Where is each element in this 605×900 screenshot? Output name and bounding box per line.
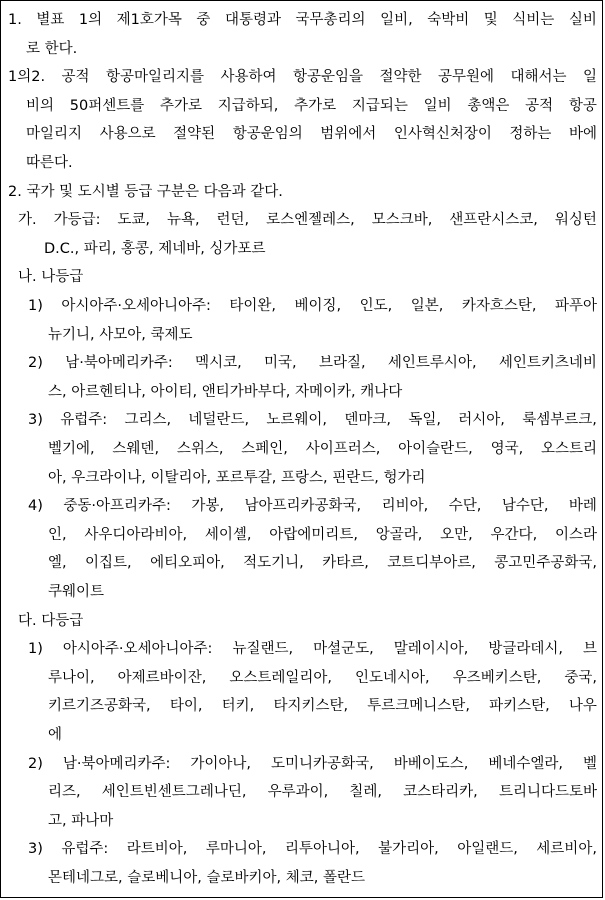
word: 가봉, (191, 498, 224, 515)
word: 별표 (36, 12, 65, 28)
word: 남수단, (501, 498, 549, 515)
word: 러시아, (458, 412, 505, 429)
word: 도미니카공화국, (271, 755, 374, 772)
word: 우즈베키스탄, (452, 669, 542, 686)
word: 유럽주: (61, 841, 109, 858)
word: 적도기니, (243, 555, 304, 572)
word: 지급하되, (217, 97, 279, 114)
word: 리투아니아, (284, 841, 360, 858)
word: 1) (28, 298, 43, 314)
word: 에 (48, 727, 63, 743)
word: 공적 (61, 69, 90, 86)
word: 터키, (221, 698, 255, 715)
text-line (48, 435, 597, 463)
word: 세르비아, (536, 841, 597, 858)
word: 절약한 (379, 69, 422, 86)
text-line (8, 63, 597, 91)
word: 브 (582, 641, 597, 658)
word: 멕시코, (195, 355, 242, 372)
word: 오스트리 (540, 441, 597, 457)
word: 추가로 (294, 97, 337, 114)
text-line (48, 378, 402, 406)
word: 마일리지 (26, 126, 83, 143)
word: 2) (28, 355, 43, 372)
word: 뉴질랜드, (232, 641, 294, 658)
word: 바베이도스, (393, 755, 469, 772)
word: 남아프리카공화국, (244, 498, 362, 515)
text-line (48, 521, 597, 549)
text-line (48, 778, 597, 806)
word: 리즈, (48, 784, 81, 801)
word: 벨 (582, 755, 597, 772)
word: 일본, (410, 298, 444, 314)
word: 중국, (564, 669, 597, 686)
word: 인, (48, 526, 67, 543)
word: 스위스, (176, 441, 224, 457)
word: 고, 파나마 (48, 812, 114, 829)
word: 그리스, (124, 412, 172, 429)
word: 세인트루시아, (387, 355, 477, 372)
word: 오스트레일리아, (229, 669, 332, 686)
word: 항공운임의 (232, 126, 303, 143)
word: 이스라 (554, 526, 597, 543)
word: 키르기즈공화국, (48, 698, 151, 715)
word: 우간다, (490, 526, 538, 543)
word: 국무총리의 (295, 12, 366, 28)
word: 런던, (216, 212, 250, 229)
word: 코스타리카, (403, 784, 478, 801)
word: 인도, (359, 298, 393, 314)
word: 베네수엘라, (488, 755, 563, 772)
word: 지급되는 (351, 97, 408, 114)
word: 2) (28, 755, 43, 772)
word: 및 (483, 12, 498, 28)
word: 뉴욕, (166, 212, 200, 229)
word: 나우 (568, 698, 597, 715)
word: 일 (582, 69, 597, 86)
word: 네덜란드, (188, 412, 250, 429)
word: 오만, (440, 526, 473, 543)
word: 벨기에, (48, 441, 95, 457)
word: 뉴기니, 사모아, 쿡제도 (48, 326, 193, 343)
word: 앙골라, (375, 526, 423, 543)
word: 아시아주·오세아니아주: (62, 641, 213, 658)
word: 식비는 (512, 12, 555, 28)
word: 모스크바, (371, 212, 433, 229)
word: 유럽주: (60, 412, 108, 429)
word: 제1호가목 (116, 12, 182, 28)
word: 추가로 (159, 97, 202, 114)
word: 대통령과 (224, 12, 281, 28)
word: 바레 (568, 498, 597, 515)
word: 3) (28, 412, 43, 429)
word: 칠레, (349, 784, 382, 801)
word: 가등급: (53, 212, 101, 229)
word: 베이징, (294, 298, 342, 314)
word: 항공운임을 (293, 69, 364, 86)
text-line (48, 692, 597, 720)
word: 덴마크, (344, 412, 391, 429)
word: 룩셈부르크, (522, 412, 597, 429)
text-line (18, 263, 83, 291)
word: 1) (28, 641, 43, 658)
word: 엘, (48, 555, 67, 572)
word: 가이아나, (190, 755, 252, 772)
word: 공적 (525, 97, 554, 114)
text-line (26, 149, 73, 177)
text-line (26, 120, 597, 148)
word: 남·북아메리카주: (62, 755, 171, 772)
text-line (48, 578, 104, 606)
word: 대해서는 (510, 69, 567, 86)
text-line (8, 178, 283, 206)
word: 3) (28, 841, 43, 858)
word: 총액은 (467, 97, 510, 114)
word: 영국, (490, 441, 524, 457)
word: 루마니아, (205, 841, 267, 858)
word: 아, 우크라이나, 이탈리아, 포르투갈, 프랑스, 핀란드, 헝가리 (48, 469, 426, 486)
word: 몬테네그로, 슬로베니아, 슬로바키아, 체코, 폴란드 (48, 870, 366, 886)
word: 항공 (568, 97, 597, 114)
word: 투르크메니스탄, (367, 698, 470, 715)
word: 다. 다등급 (18, 612, 84, 629)
word: 바에 (568, 126, 597, 143)
text-line (18, 607, 83, 635)
word: 우루과이, (267, 784, 329, 801)
word: 중동·아프리카주: (63, 498, 171, 515)
word: 로스엔젤레스, (266, 212, 355, 229)
word: 콩고민주공화국, (494, 555, 597, 572)
word: 절약된 (173, 126, 216, 143)
word: 실비 (568, 12, 597, 28)
word: 따른다. (26, 155, 73, 171)
word: 세이셸, (204, 526, 252, 543)
word: 세인트키츠네비 (498, 355, 597, 372)
text-line (48, 807, 113, 835)
word: 일비, (380, 12, 413, 28)
word: 범위에서 (320, 126, 377, 143)
word: 미국, (264, 355, 297, 372)
word: 독일, (408, 412, 441, 429)
word: 리비아, (381, 498, 429, 515)
word: D.C., 파리, 홍콩, 제네바, 싱가포르 (44, 240, 266, 257)
text-line (48, 321, 193, 349)
word: 항공마일리지를 (106, 69, 205, 86)
text-line (48, 464, 425, 492)
word: 도쿄, (117, 212, 151, 229)
text-line (26, 92, 597, 120)
text-line (28, 835, 597, 863)
word: 라트비아, (126, 841, 188, 858)
word: 남·북아메리카주: (65, 355, 173, 372)
word: 노르웨이, (266, 412, 328, 429)
word: 1의 (78, 12, 103, 28)
word: 스웨덴, (112, 441, 160, 457)
word: 사용으로 (99, 126, 156, 143)
word: 아시아주·오세아니아주: (61, 298, 211, 314)
text-line (18, 206, 597, 234)
word: 나. 나등급 (18, 269, 84, 286)
word: 아이슬란드, (398, 441, 473, 457)
text-line (28, 635, 597, 663)
text-line (48, 549, 597, 577)
text-line (8, 6, 597, 34)
word: 비의 (26, 97, 55, 114)
text-line (28, 292, 597, 320)
word: 마셜군도, (313, 641, 374, 658)
word: 2. 국가 및 도시별 등급 구분은 다음과 같다. (8, 183, 283, 200)
word: 일비 (423, 97, 452, 114)
word: 카자흐스탄, (461, 298, 537, 314)
word: 사이프러스, (305, 441, 381, 457)
word: 아랍에미리트, (269, 526, 358, 543)
text-line (28, 492, 597, 520)
word: 방글라데시, (488, 641, 563, 658)
word: 사우디아라비아, (84, 526, 188, 543)
word: 사용하여 (220, 69, 277, 86)
word: 루나이, (48, 669, 95, 686)
text-line (28, 349, 597, 377)
word: 쿠웨이트 (48, 584, 105, 600)
word: 가. (18, 212, 37, 229)
word: 샌프란시스코, (449, 212, 538, 229)
word: 타지키스탄, (273, 698, 349, 715)
word: 공무원에 (437, 69, 495, 86)
word: 이집트, (85, 555, 132, 572)
word: 카타르, (322, 555, 369, 572)
word: 숙박비 (427, 12, 470, 28)
word: 정하는 (509, 126, 552, 143)
word: 불가리아, (378, 841, 439, 858)
word: 아일랜드, (457, 841, 518, 858)
word: 워싱턴 (554, 212, 597, 229)
word: 4) (28, 498, 43, 515)
word: 파푸아 (554, 298, 597, 314)
word: 인도네시아, (355, 669, 430, 686)
word: 파키스탄, (489, 698, 550, 715)
word: 1의2. (8, 69, 46, 86)
text-line (48, 664, 597, 692)
text-line (44, 235, 265, 263)
word: 타이, (169, 698, 203, 715)
word: 코트디부아르, (387, 555, 476, 572)
text-line (26, 35, 77, 63)
word: 에티오피아, (150, 555, 225, 572)
word: 인사혁신처장이 (393, 126, 492, 143)
text-line (48, 721, 62, 749)
word: 세인트빈센트그레나딘, (101, 784, 247, 801)
word: 로 한다. (26, 40, 78, 57)
word: 수단, (448, 498, 482, 515)
word: 타이완, (229, 298, 277, 314)
word: 트리니다드토바 (498, 784, 597, 801)
text-line (28, 406, 597, 434)
word: 브라질, (318, 355, 366, 372)
text-line (48, 864, 365, 892)
word: 스페인, (241, 441, 288, 457)
word: 중 (196, 12, 211, 28)
word: 50퍼센트를 (69, 97, 145, 114)
word: 말레이시아, (393, 641, 469, 658)
word: 아제르바이잔, (117, 669, 207, 686)
word: 스, 아르헨티나, 아이티, 앤티가바부다, 자메이카, 캐나다 (48, 383, 403, 400)
word: 1. (8, 12, 22, 28)
text-line (28, 750, 597, 778)
